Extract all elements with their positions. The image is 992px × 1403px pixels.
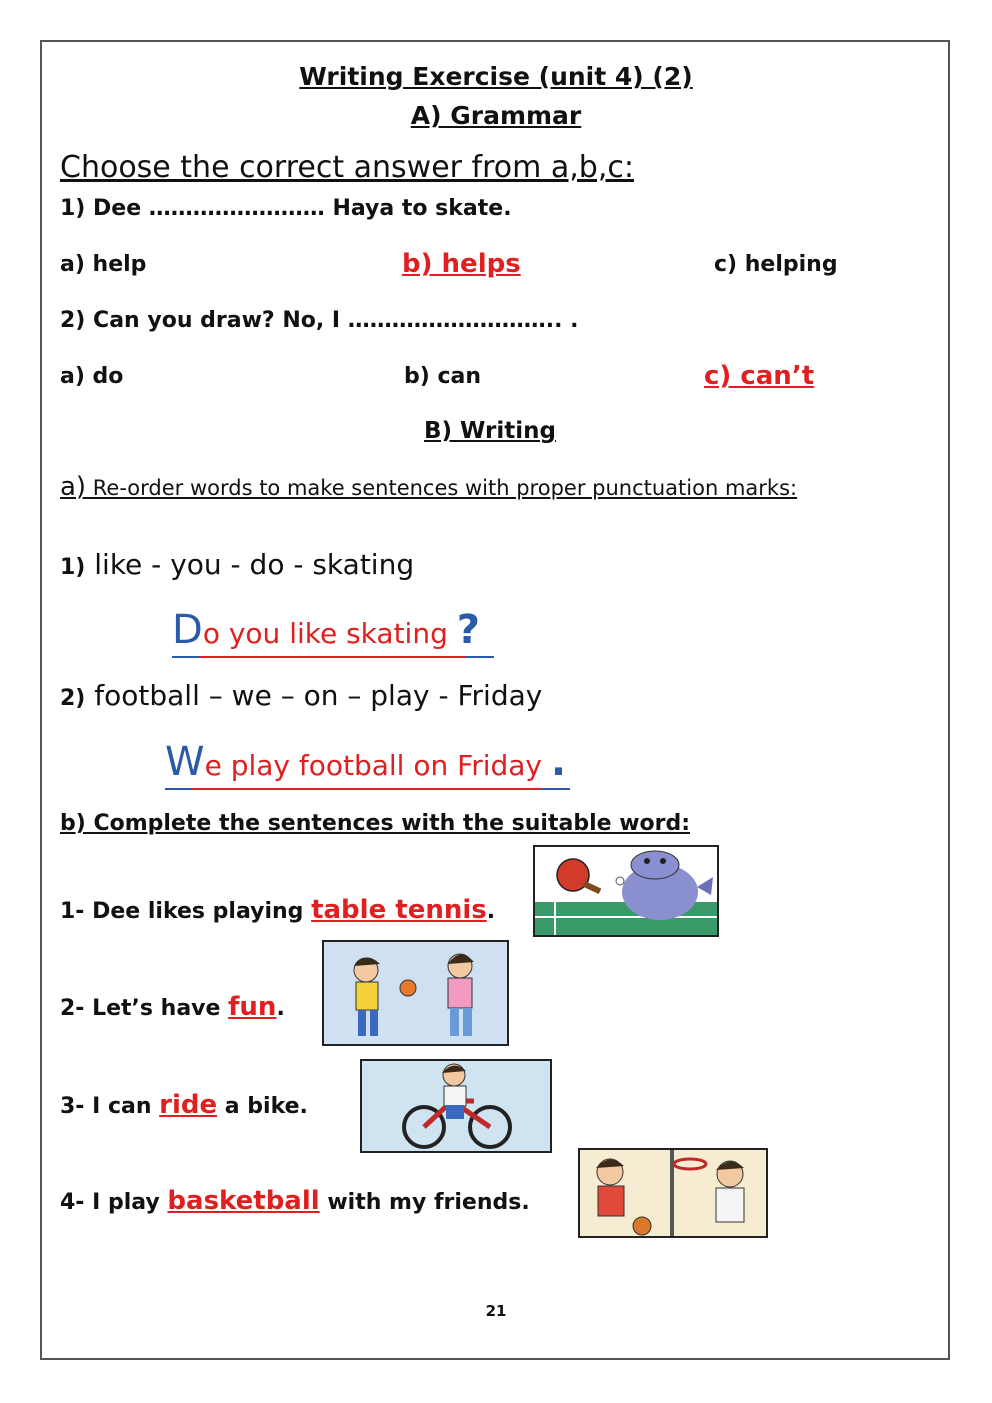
page-number: 21 (485, 1302, 507, 1320)
q2-option-b: b) can (404, 364, 482, 389)
table-tennis-picture (533, 845, 719, 937)
section-a-heading: A) Grammar (410, 101, 582, 130)
complete-2-before: 2- Let’s have (60, 996, 229, 1021)
complete-4-before: 4- I play (60, 1190, 168, 1215)
answer-2-text: e play football on Friday (204, 749, 551, 782)
answer-2-capital: W (165, 739, 205, 785)
part-a-text: Re-order words to make sentences with proper punctuation marks: (86, 476, 798, 500)
reorder-item-2 (60, 679, 542, 712)
reorder-2-answer (165, 740, 570, 790)
reorder-2-words: football – we – on – play - Friday (94, 679, 543, 712)
complete-1-before: 1- Dee likes playing (60, 899, 312, 924)
reorder-1-words: like - you - do - skating (94, 548, 415, 581)
complete-item-2 (60, 992, 285, 1022)
q2-option-a: a) do (60, 364, 124, 389)
q1-option-b-correct: b) helps (402, 249, 521, 279)
complete-4-after: with my friends. (319, 1190, 530, 1215)
complete-3-before: 3- I can (60, 1094, 160, 1119)
page-title: Writing Exercise (unit 4) (2) (299, 62, 693, 91)
answer-1-text: o you like skating (202, 617, 457, 650)
question-1 (60, 196, 512, 221)
bike-picture (360, 1059, 552, 1153)
grammar-instruction: Choose the correct answer from a,b,c: (60, 150, 634, 185)
complete-instruction: b) Complete the sentences with the suitable word: (60, 811, 691, 836)
reorder-item-1 (60, 548, 414, 581)
question-1-text: Dee …………………… Haya to skate. (93, 196, 512, 221)
answer-1-punctuation: ? (456, 607, 480, 653)
complete-1-after: . (486, 899, 496, 924)
question-2-text: Can you draw? No, I ……………………….. . (93, 308, 579, 333)
section-b-heading: B) Writing (424, 418, 556, 444)
question-1-number: 1) (60, 196, 86, 221)
complete-1-answer: table tennis (311, 895, 487, 925)
basketball-picture (578, 1148, 768, 1238)
complete-item-4 (60, 1186, 530, 1216)
complete-3-after: a bike. (217, 1094, 308, 1119)
question-2-number: 2) (60, 308, 86, 333)
complete-item-3 (60, 1090, 308, 1120)
complete-4-answer: basketball (167, 1186, 320, 1216)
q1-option-a: a) help (60, 252, 147, 277)
reorder-instruction (60, 472, 922, 502)
complete-2-answer: fun (228, 992, 277, 1022)
complete-3-answer: ride (159, 1090, 218, 1120)
q2-option-c-correct: c) can’t (704, 361, 815, 391)
q1-option-c: c) helping (714, 252, 838, 277)
kids-playing-picture (322, 940, 509, 1046)
answer-2-punctuation: . (550, 739, 567, 785)
complete-2-after: . (276, 996, 285, 1021)
reorder-2-number: 2) (60, 686, 86, 711)
answer-1-capital: D (172, 607, 203, 653)
reorder-1-number: 1) (60, 555, 86, 580)
part-a-label: a) (60, 472, 87, 502)
question-2 (60, 308, 578, 333)
reorder-1-answer (172, 608, 494, 658)
complete-item-1 (60, 895, 495, 925)
